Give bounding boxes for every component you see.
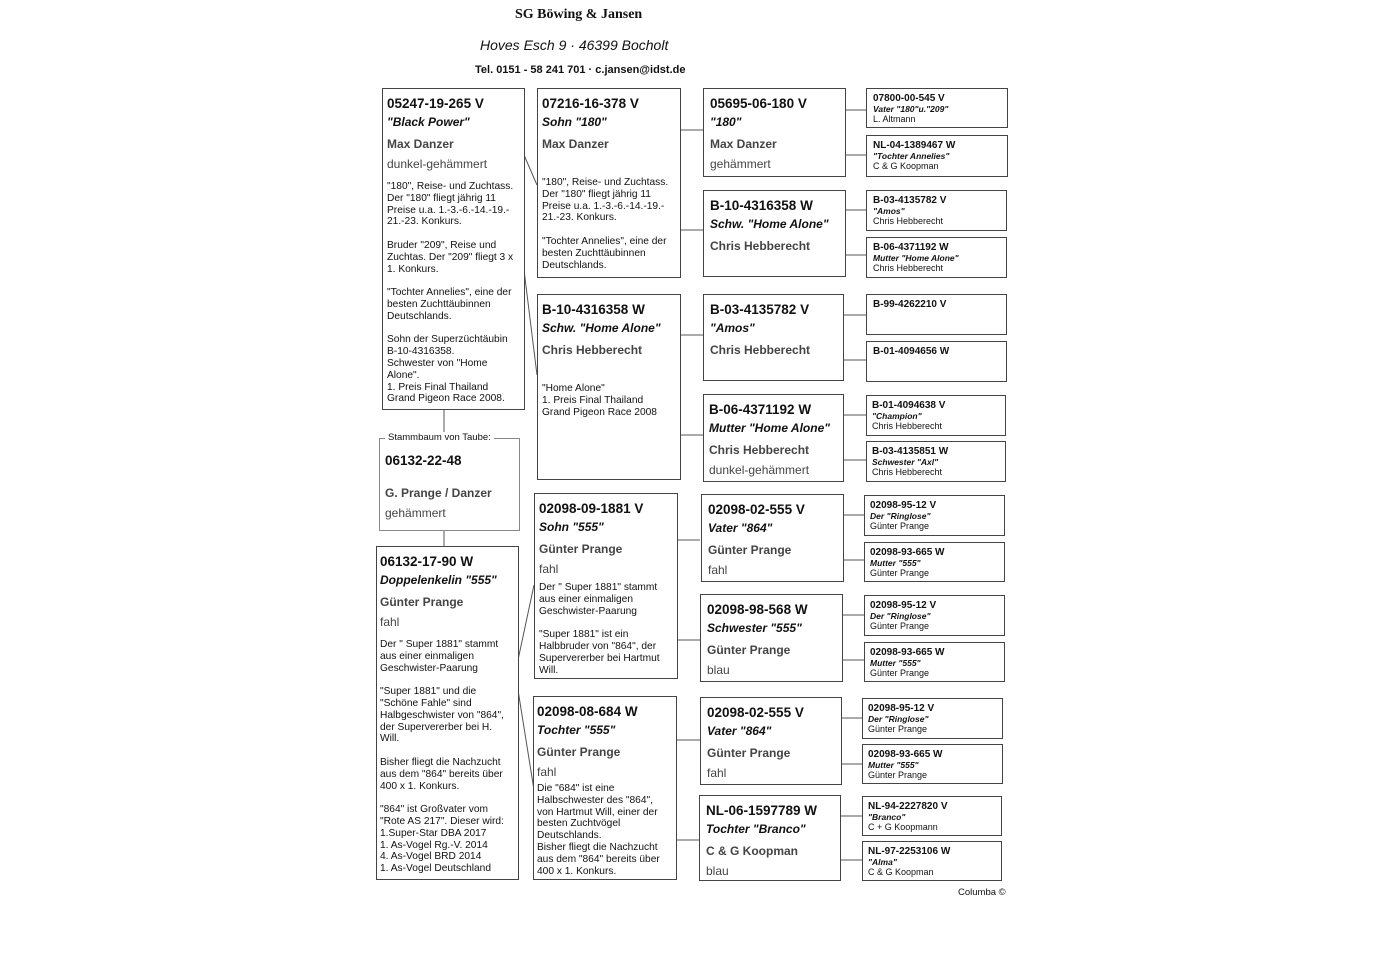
pedigree-card-grandparent — [537, 294, 681, 480]
ring-number: 02098-08-684 W — [537, 704, 638, 719]
pedigree-card-great-grandparent — [703, 394, 844, 482]
ring-number: 02098-93-665 W — [870, 647, 945, 658]
ring-number: 07216-16-378 V — [542, 96, 639, 111]
breeder-name: L. Altmann — [873, 114, 916, 124]
pedigree-card-great-grandparent — [699, 795, 841, 881]
breeder-name: C & G Koopman — [706, 844, 798, 858]
breeder-name: Günter Prange — [870, 621, 930, 631]
pedigree-card-grandparent — [537, 88, 681, 278]
ring-number: 06132-17-90 W — [380, 554, 474, 569]
breeder-name: Günter Prange — [707, 746, 791, 760]
ring-number: B-03-4135851 W — [872, 446, 949, 457]
breeder-name: Max Danzer — [542, 137, 609, 151]
pigeon-name: Schw. "Home Alone" — [542, 321, 661, 335]
pigeon-name: "Tochter Annelies" — [873, 151, 950, 161]
pedigree-card-ancestor — [862, 841, 1002, 881]
breeder-name: Günter Prange — [870, 668, 930, 678]
pigeon-name: Schwester "555" — [707, 621, 802, 635]
ring-number: 02098-95-12 V — [868, 703, 935, 714]
pedigree-card-ancestor — [862, 744, 1003, 784]
pigeon-name: "Amos" — [710, 321, 755, 335]
ring-number: B-03-4135782 V — [873, 195, 947, 206]
breeder-name: Günter Prange — [870, 568, 930, 578]
pedigree-card-ancestor — [866, 294, 1007, 335]
ring-number: B-01-4094638 V — [872, 400, 946, 411]
breeder-name: C & G Koopman — [868, 867, 934, 877]
ring-number: NL-97-2253106 W — [868, 846, 951, 857]
pigeon-color: blau — [706, 864, 729, 878]
pedigree-card-ancestor — [866, 395, 1006, 436]
ring-number: 05695-06-180 V — [710, 96, 807, 111]
ring-number: 02098-93-665 W — [868, 749, 943, 760]
ring-number: B-01-4094656 W — [873, 346, 950, 357]
pedigree-card-ancestor — [864, 595, 1005, 636]
breeder-name: Chris Hebberecht — [872, 421, 943, 431]
pedigree-notes: "180", Reise- und Zuchtass. Der "180" fliegt jährig 11 Preise u.a. 1.-3.-6.-14.-19.- 21.-23. Konkurs. Bruder "209", Reise und Zuchtas. Der "209" fliegt 3 x 1. Konkurs. "Tochter Annelies", eine der besten Zuchttäubinnen Deutschlands. Sohn der Superzüchtäubin B-10-4316358. Schwester von "Home Alone". 1. Preis Final Thailand Grand Pigeon Race 2008. — [387, 181, 514, 405]
breeder-name: G. Prange / Danzer — [385, 486, 492, 500]
breeder-name: Günter Prange — [707, 643, 791, 657]
breeder-name: Max Danzer — [710, 137, 777, 151]
breeder-name: Günter Prange — [537, 745, 621, 759]
pigeon-name: Sohn "555" — [539, 520, 604, 534]
pigeon-name: Mutter "555" — [868, 760, 919, 770]
ring-number: 07800-00-545 V — [873, 93, 945, 104]
breeder-name: Chris Hebberecht — [710, 239, 811, 253]
breeder-name: Günter Prange — [539, 542, 623, 556]
pigeon-name: Der "Ringlose" — [870, 611, 931, 621]
breeder-name: Chris Hebberecht — [709, 443, 810, 457]
pedigree-card-ancestor — [864, 542, 1005, 582]
pigeon-name: "Amos" — [873, 206, 905, 216]
ring-number: NL-06-1597789 W — [706, 803, 818, 818]
ring-number: NL-94-2227820 V — [868, 801, 948, 812]
pigeon-color: fahl — [539, 562, 559, 576]
pedigree-card-ancestor — [866, 190, 1007, 231]
ring-number: B-06-4371192 W — [873, 242, 949, 253]
breeder-name: Chris Hebberecht — [542, 343, 643, 357]
breeder-name: Günter Prange — [868, 770, 928, 780]
pedigree-card-great-grandparent — [700, 594, 843, 682]
ring-number: B-99-4262210 V — [873, 299, 947, 310]
pigeon-color: fahl — [707, 766, 727, 780]
pedigree-card-ancestor — [862, 698, 1003, 739]
pigeon-name: Der "Ringlose" — [870, 511, 931, 521]
header-address: Hoves Esch 9 · 46399 Bocholt — [480, 37, 669, 53]
pedigree-card-great-grandparent — [703, 190, 846, 277]
pedigree-card-ancestor — [866, 88, 1008, 128]
breeder-name: Günter Prange — [708, 543, 792, 557]
pigeon-name: Sohn "180" — [542, 115, 607, 129]
breeder-name: C + G Koopmann — [868, 822, 938, 832]
pedigree-card-great-grandparent — [700, 697, 842, 785]
breeder-name: Chris Hebberecht — [710, 343, 811, 357]
pedigree-notes: "Home Alone" 1. Preis Final Thailand Grand Pigeon Race 2008 — [542, 383, 657, 418]
breeder-name: Chris Hebberecht — [872, 467, 943, 477]
pedigree-card-ancestor — [866, 237, 1007, 278]
pigeon-name: Der "Ringlose" — [868, 714, 929, 724]
breeder-name: Chris Hebberecht — [873, 263, 944, 273]
breeder-name: Günter Prange — [380, 595, 464, 609]
pedigree-card-ancestor — [864, 495, 1005, 536]
breeder-name: Günter Prange — [870, 521, 930, 531]
ring-number: 06132-22-48 — [385, 453, 462, 468]
header-contact: Tel. 0151 - 58 241 701 · c.jansen@idst.de — [475, 64, 686, 76]
subject-legend: Stammbaum von Taube: — [385, 432, 494, 443]
breeder-name: Max Danzer — [387, 137, 454, 151]
pedigree-card-subject — [379, 438, 520, 531]
pigeon-color: dunkel-gehämmert — [387, 157, 488, 171]
ring-number: 02098-98-568 W — [707, 602, 808, 617]
pigeon-name: Schw. "Home Alone" — [710, 217, 829, 231]
ring-number: 02098-09-1881 V — [539, 501, 644, 516]
pigeon-name: Vater "864" — [708, 521, 773, 535]
pigeon-name: "Branco" — [868, 812, 906, 822]
pigeon-name: Mutter "Home Alone" — [709, 421, 830, 435]
pedigree-card-grandparent — [534, 493, 678, 679]
pigeon-name: Mutter "555" — [870, 658, 921, 668]
pedigree-card-ancestor — [866, 441, 1006, 482]
ring-number: B-10-4316358 W — [542, 302, 645, 317]
pigeon-name: Mutter "555" — [870, 558, 921, 568]
pigeon-color: fahl — [380, 615, 400, 629]
pedigree-notes: Der " Super 1881" stammt aus einer einmaligen Geschwister-Paarung "Super 1881" ist ein Halbbruder von "864", der Supervererber bei Hartmut Will. — [539, 582, 660, 676]
ring-number: 05247-19-265 V — [387, 96, 484, 111]
pigeon-name: Schwester "Axl" — [872, 457, 939, 467]
pedigree-card-sire — [382, 88, 525, 410]
pigeon-color: blau — [707, 663, 730, 677]
pigeon-name: Vater "864" — [707, 724, 772, 738]
pigeon-name: "180" — [710, 115, 742, 129]
pedigree-card-ancestor — [864, 642, 1005, 682]
pedigree-notes: Die "684" ist eine Halbschwester des "864", von Hartmut Will, einer der besten Zuchtvögel Deutschlands. Bisher fliegt die Nachzucht aus dem "864" bereits über 400 x 1. Konkurs. — [537, 783, 660, 877]
ring-number: 02098-95-12 V — [870, 500, 937, 511]
ring-number: NL-04-1389467 W — [873, 140, 956, 151]
pedigree-card-dam — [376, 546, 519, 880]
pedigree-card-great-grandparent — [701, 494, 844, 582]
breeder-name: C & G Koopman — [873, 161, 939, 171]
breeder-name: Chris Hebberecht — [873, 216, 944, 226]
header-title: SG Böwing & Jansen — [515, 7, 643, 22]
pigeon-name: Vater "180"u."209" — [873, 104, 949, 114]
pedigree-card-great-grandparent — [703, 88, 846, 177]
ring-number: 02098-02-555 V — [707, 705, 804, 720]
pedigree-card-grandparent — [533, 696, 677, 880]
pigeon-color: gehämmert — [385, 506, 446, 520]
pedigree-card-great-grandparent — [703, 294, 844, 381]
pigeon-name: Tochter "Branco" — [706, 822, 806, 836]
pedigree-notes: "180", Reise- und Zuchtass. Der "180" fliegt jährig 11 Preise u.a. 1.-3.-6.-14.-19.- 21.-23. Konkurs. "Tochter Annelies", eine der besten Zuchttäubinnen Deutschlands. — [542, 177, 669, 271]
pigeon-color: gehämmert — [710, 157, 771, 171]
ring-number: B-03-4135782 V — [710, 302, 810, 317]
pigeon-name: "Champion" — [872, 411, 922, 421]
pedigree-notes: Der " Super 1881" stammt aus einer einmaligen Geschwister-Paarung "Super 1881" und die "Schöne Fahle" sind Halbgeschwister von "864", der Supervererber bei H. Will. Bisher fliegt die Nachzucht aus dem "864" bereits über 400 x 1. Konkurs. "864" ist Großvater vom "Rote AS 217". Dieser wird: 1.Super-Star DBA 2017 1. As-Vogel Rg.-V. 2014 4. As-Vogel BRD 2014 1. As-Vogel Deutschland — [380, 639, 504, 875]
pedigree-card-ancestor — [866, 135, 1008, 177]
breeder-name: Günter Prange — [868, 724, 928, 734]
pigeon-name: Mutter "Home Alone" — [873, 253, 959, 263]
ring-number: 02098-02-555 V — [708, 502, 805, 517]
ring-number: B-10-4316358 W — [710, 198, 813, 213]
ring-number: B-06-4371192 W — [709, 402, 812, 417]
ring-number: 02098-95-12 V — [870, 600, 937, 611]
pedigree-card-ancestor — [866, 341, 1007, 382]
footer-credit: Columba © — [958, 887, 1006, 898]
pigeon-name: "Black Power" — [387, 115, 470, 129]
ring-number: 02098-93-665 W — [870, 547, 945, 558]
pedigree-card-ancestor — [862, 796, 1002, 836]
pigeon-name: Doppelenkelin "555" — [380, 573, 497, 587]
pigeon-name: "Alma" — [868, 857, 897, 867]
pigeon-color: fahl — [537, 765, 557, 779]
pigeon-color: dunkel-gehämmert — [709, 463, 810, 477]
pigeon-color: fahl — [708, 563, 728, 577]
pigeon-name: Tochter "555" — [537, 723, 616, 737]
